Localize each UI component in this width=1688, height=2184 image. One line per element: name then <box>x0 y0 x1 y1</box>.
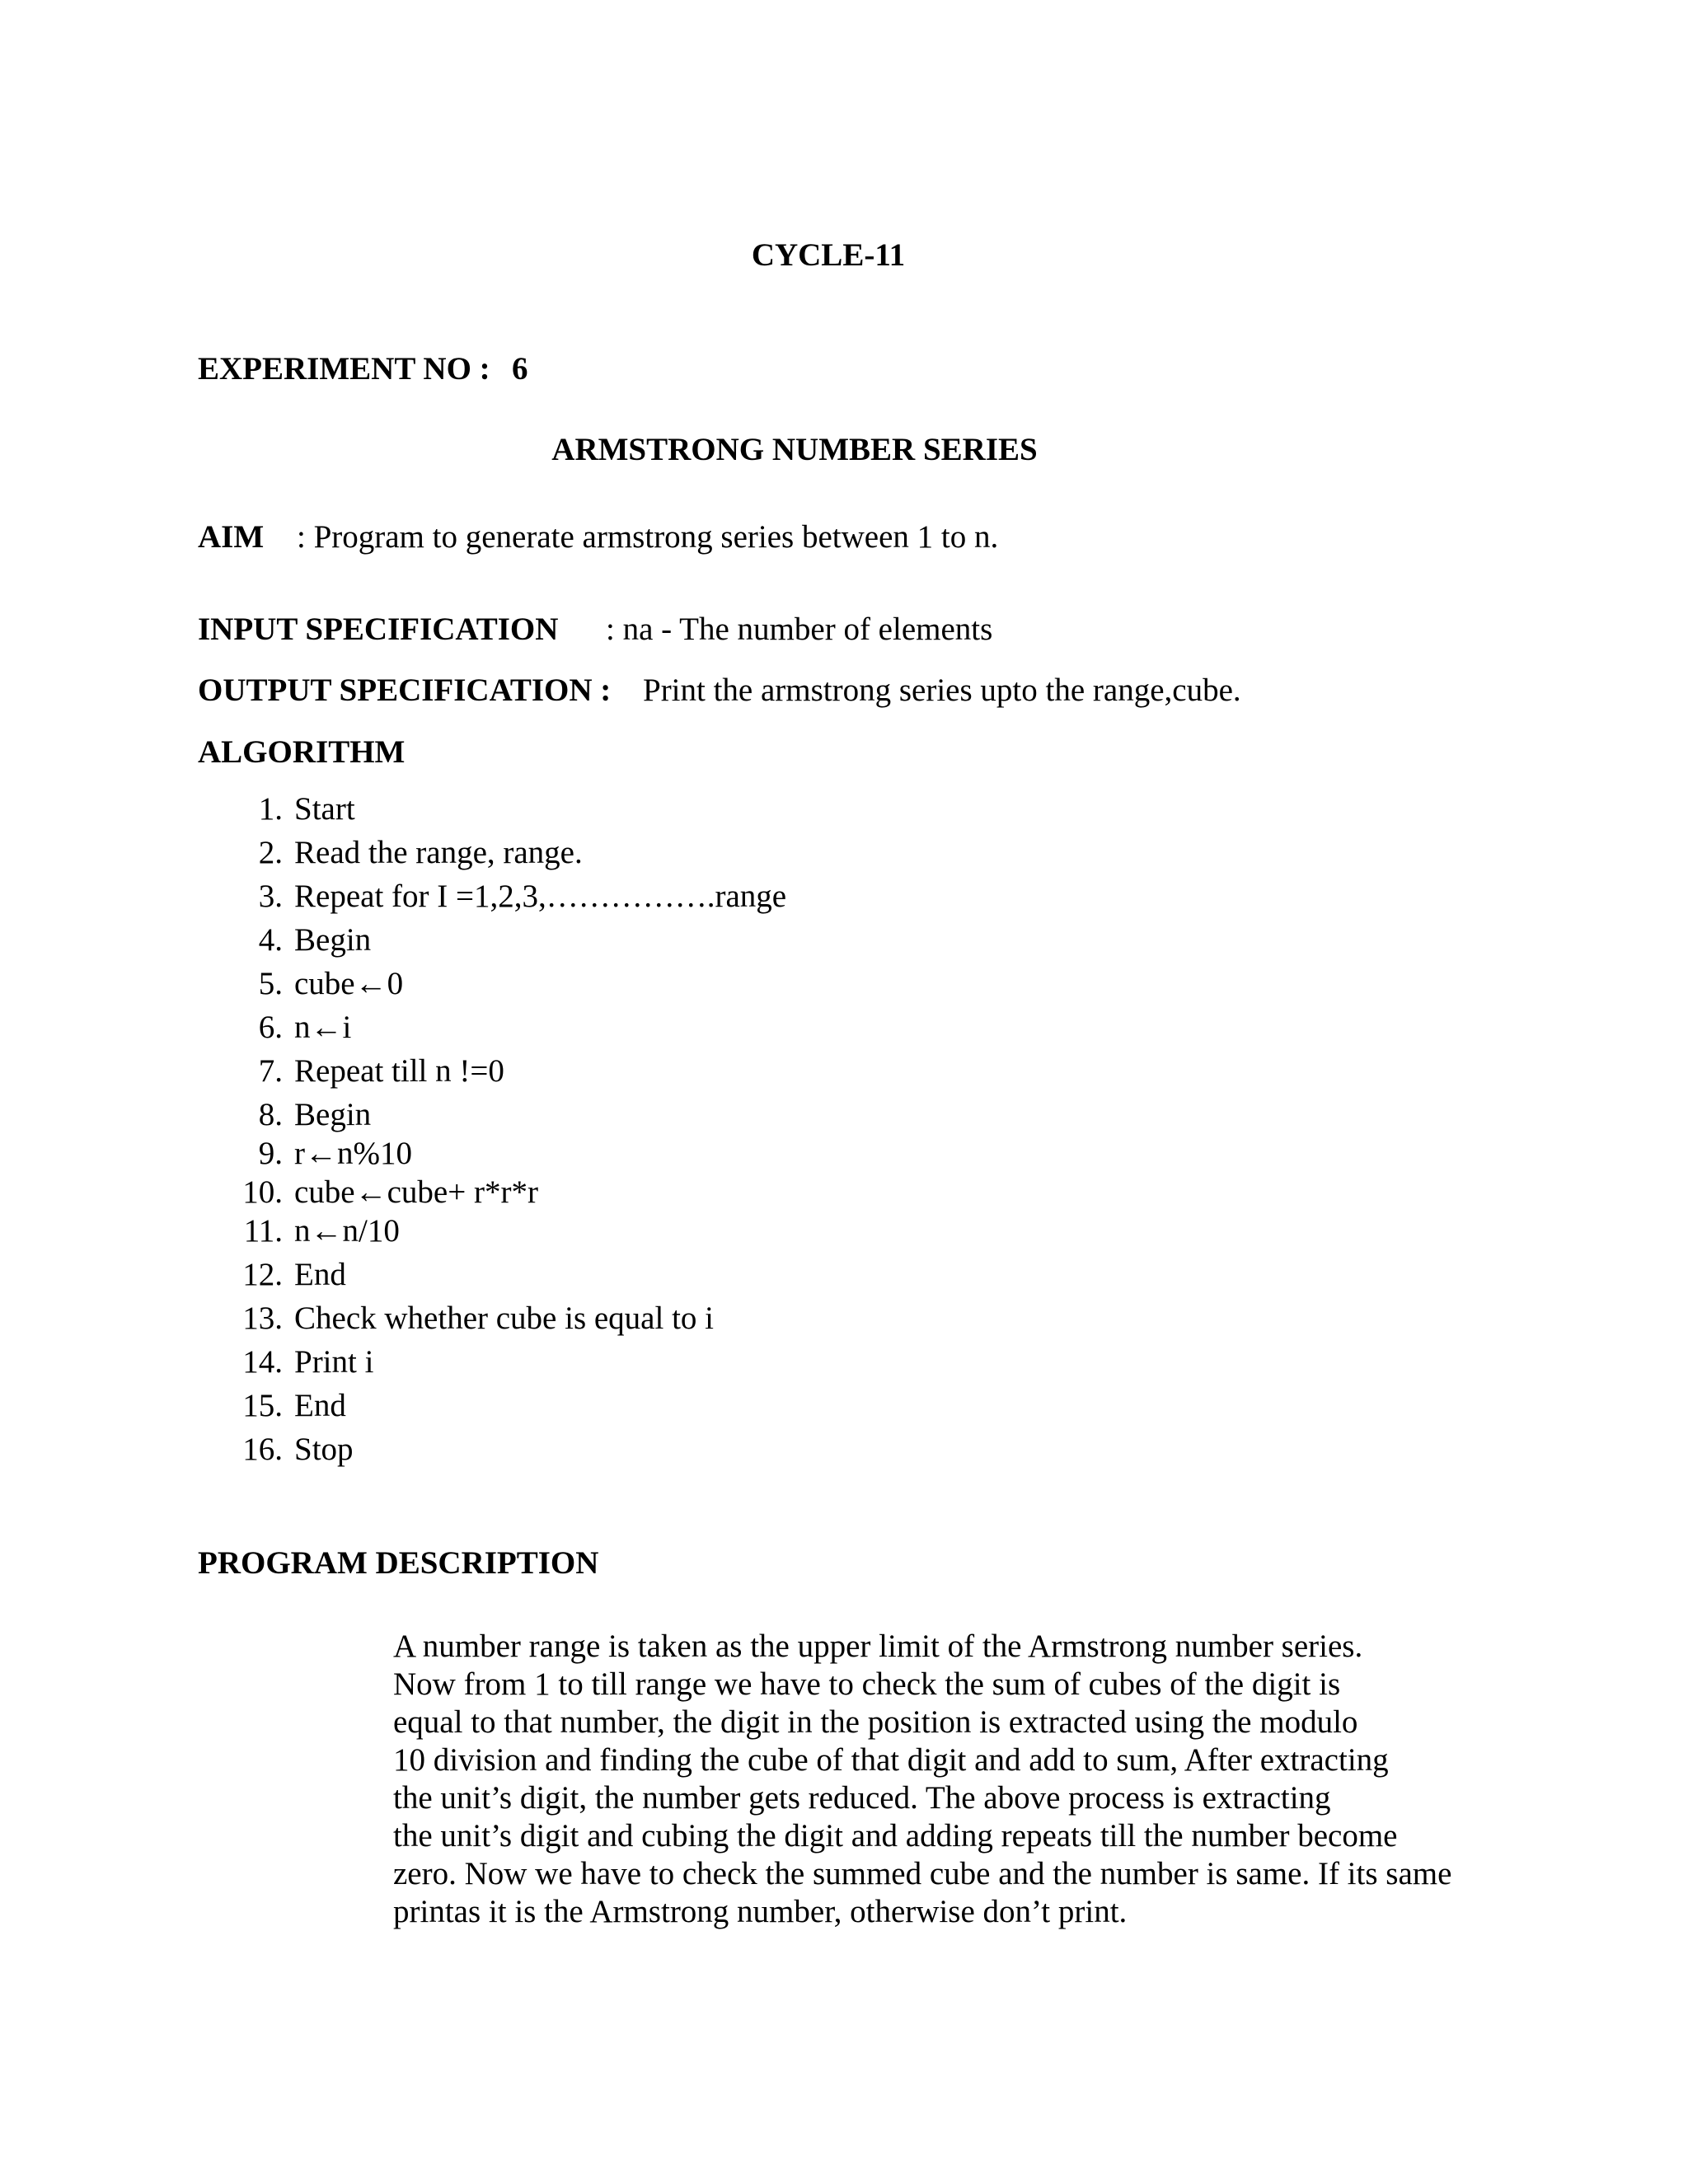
document-title: ARMSTRONG NUMBER SERIES <box>551 432 1038 467</box>
experiment-number: 6 <box>512 351 528 387</box>
output-spec-label: OUTPUT SPECIFICATION : <box>198 673 612 708</box>
description-line: equal to that number, the digit in the position is extracted using the modulo <box>393 1704 1358 1740</box>
algorithm-step-text: Stop <box>294 1432 354 1467</box>
input-spec-text: : na - The number of elements <box>606 612 993 647</box>
algorithm-step-text: Start <box>294 791 355 827</box>
description-line: the unit’s digit, the number gets reduced. The above process is extracting <box>393 1780 1331 1816</box>
algorithm-step-number: 9. <box>258 1136 283 1171</box>
experiment-label: EXPERIMENT NO : <box>198 351 490 387</box>
description-line: the unit’s digit and cubing the digit and adding repeats till the number become <box>393 1818 1398 1854</box>
algorithm-step-number: 13. <box>242 1301 283 1336</box>
algorithm-step-text: Repeat for I =1,2,3,…………….range <box>294 879 787 914</box>
description-line: Now from 1 to till range we have to check the sum of cubes of the digit is <box>393 1666 1341 1702</box>
algorithm-step-number: 2. <box>258 835 283 870</box>
algorithm-step-number: 5. <box>258 966 283 1001</box>
algorithm-step-text: r←n%10 <box>294 1136 412 1171</box>
algorithm-step-text: n←i <box>294 1010 352 1045</box>
description-line: 10 division and finding the cube of that digit and add to sum, After extracting <box>393 1742 1389 1778</box>
algorithm-step-number: 1. <box>258 791 283 827</box>
input-spec-label: INPUT SPECIFICATION <box>198 612 559 647</box>
algorithm-step-text: Check whether cube is equal to i <box>294 1301 714 1336</box>
algorithm-step-number: 11. <box>243 1213 283 1249</box>
algorithm-step-text: cube←0 <box>294 966 404 1001</box>
description-line: A number range is taken as the upper limit of the Armstrong number series. <box>393 1629 1363 1664</box>
algorithm-step-number: 8. <box>258 1097 283 1132</box>
algorithm-step-number: 3. <box>258 879 283 914</box>
algorithm-step-number: 7. <box>258 1053 283 1089</box>
algorithm-step-number: 14. <box>242 1344 283 1380</box>
output-spec-text: Print the armstrong series upto the range,cube. <box>643 673 1241 708</box>
algorithm-step-number: 15. <box>242 1388 283 1423</box>
algorithm-step-number: 6. <box>258 1010 283 1045</box>
algorithm-step-text: Print i <box>294 1344 374 1380</box>
program-description-heading: PROGRAM DESCRIPTION <box>198 1545 599 1581</box>
algorithm-step-number: 4. <box>258 922 283 958</box>
description-line: zero. Now we have to check the summed cube and the number is same. If its same <box>393 1856 1452 1891</box>
algorithm-step-text: Begin <box>294 922 372 958</box>
algorithm-step-text: End <box>294 1388 346 1423</box>
aim-text: : Program to generate armstrong series between 1 to n. <box>297 519 999 555</box>
algorithm-step-text: n←n/10 <box>294 1213 400 1249</box>
algorithm-step-number: 10. <box>242 1174 283 1210</box>
aim-label: AIM <box>198 519 265 555</box>
algorithm-heading: ALGORITHM <box>198 734 406 770</box>
algorithm-step-text: Repeat till n !=0 <box>294 1053 504 1089</box>
algorithm-step-number: 16. <box>242 1432 283 1467</box>
description-line: printas it is the Armstrong number, otherwise don’t print. <box>393 1894 1128 1929</box>
algorithm-step-text: Read the range, range. <box>294 835 583 870</box>
cycle-heading: CYCLE-11 <box>751 237 906 273</box>
program-description-paragraph <box>393 1628 1547 1931</box>
algorithm-step-number: 12. <box>242 1257 283 1292</box>
algorithm-step-text: Begin <box>294 1097 372 1132</box>
algorithm-step-text: cube←cube+ r*r*r <box>294 1174 538 1210</box>
algorithm-step-text: End <box>294 1257 346 1292</box>
